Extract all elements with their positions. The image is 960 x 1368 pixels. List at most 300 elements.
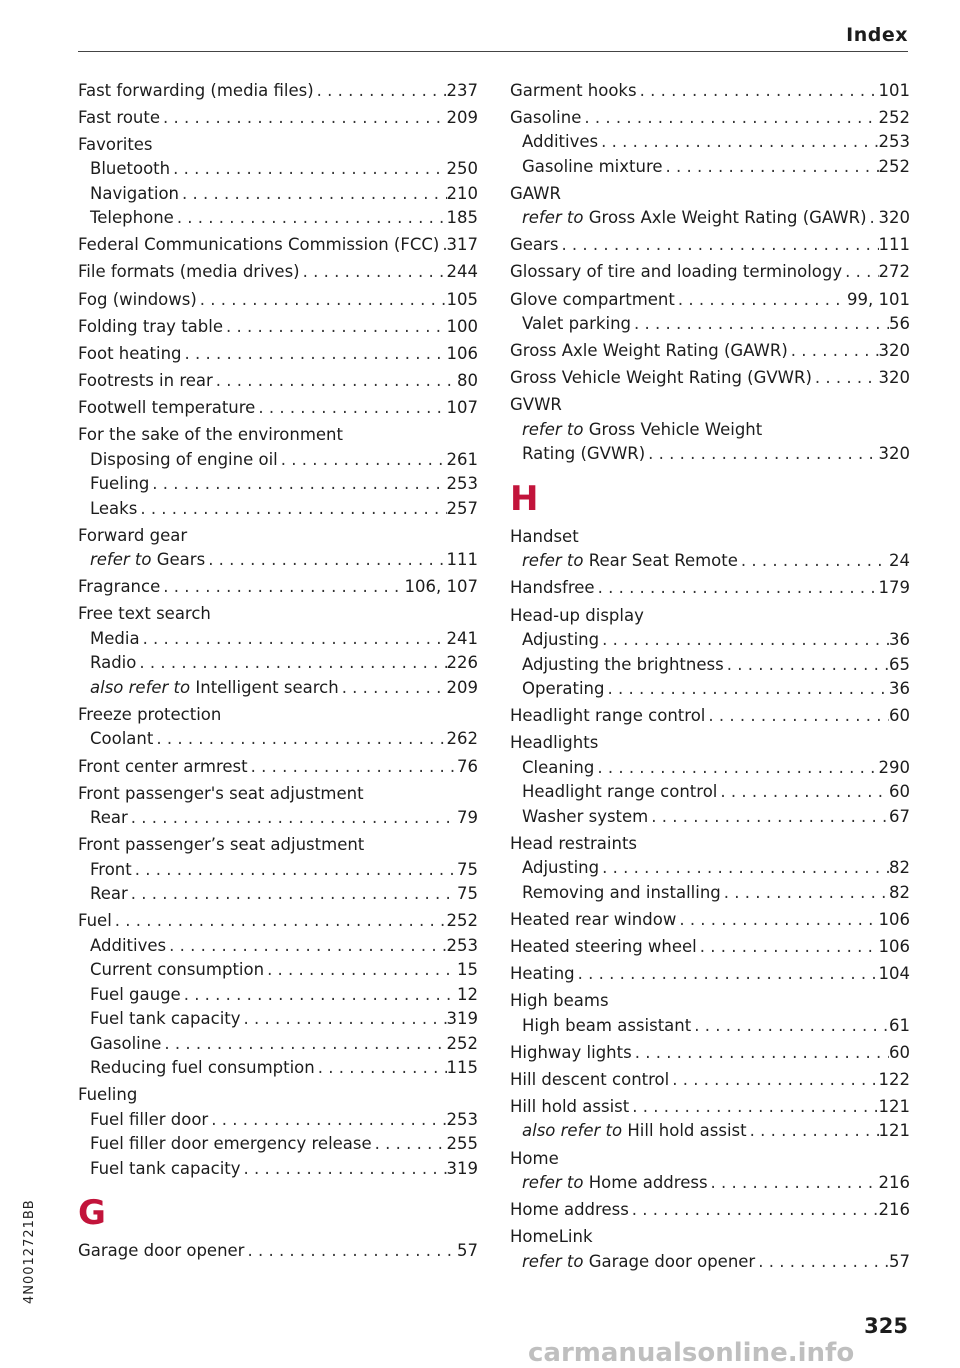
page-number: 325 bbox=[864, 1314, 908, 1338]
entry-text: Removing and installing bbox=[522, 882, 721, 902]
index-entry bbox=[78, 79, 478, 104]
leader-dots bbox=[598, 130, 878, 155]
leader-dots bbox=[747, 1119, 879, 1144]
leader-dots bbox=[631, 312, 889, 337]
entry-page-number: 252 bbox=[878, 156, 910, 176]
watermark: carmanualsonline.info bbox=[528, 1338, 855, 1368]
leader-dots bbox=[160, 575, 404, 600]
entry-text: File formats (media drives) bbox=[78, 262, 300, 282]
entry-label bbox=[78, 369, 213, 394]
index-subentry bbox=[78, 806, 478, 831]
index-entry bbox=[510, 260, 910, 285]
entry-label bbox=[510, 1095, 629, 1120]
entry-label bbox=[78, 602, 211, 627]
entry-page-number: 250 bbox=[446, 159, 478, 179]
entry-text: Glove compartment bbox=[510, 289, 675, 309]
entry-label bbox=[90, 157, 170, 182]
entry-text: For the sake of the environment bbox=[78, 425, 343, 445]
entry-label bbox=[78, 315, 223, 340]
entry-text: Fragrance bbox=[78, 577, 161, 597]
entry-label bbox=[510, 908, 676, 933]
index-entry bbox=[510, 1041, 910, 1066]
leader-dots bbox=[645, 442, 878, 467]
leader-dots bbox=[632, 1041, 889, 1066]
entry-text: Handset bbox=[510, 526, 579, 546]
entry-label bbox=[510, 233, 558, 258]
entry-page-number: 106, 107 bbox=[404, 577, 478, 597]
entry-page-number: 36 bbox=[889, 630, 910, 650]
document-code: 4N0012721BB bbox=[22, 1199, 37, 1304]
entry-page-number: 106 bbox=[446, 343, 478, 363]
leader-dots bbox=[648, 805, 889, 830]
index-subentry bbox=[78, 882, 478, 907]
entry-page-number: 317 bbox=[446, 235, 478, 255]
entry-label bbox=[510, 1225, 593, 1250]
entry-page-number: 121 bbox=[878, 1096, 910, 1116]
leader-dots bbox=[812, 366, 879, 391]
index-subentry bbox=[78, 1032, 478, 1057]
entry-page-number: 261 bbox=[446, 449, 478, 469]
index-subentry bbox=[78, 858, 478, 883]
entry-label bbox=[90, 727, 153, 752]
entry-text: Favorites bbox=[78, 134, 153, 154]
entry-text: Hill hold assist bbox=[510, 1096, 630, 1116]
index-subentry bbox=[510, 805, 910, 830]
entry-text: Telephone bbox=[90, 208, 174, 228]
entry-text: Garment hooks bbox=[510, 80, 637, 100]
index-column-left bbox=[78, 76, 478, 1264]
entry-text: Gasoline mixture bbox=[522, 156, 663, 176]
entry-page-number: 57 bbox=[457, 1241, 478, 1261]
leader-dots bbox=[244, 1239, 457, 1264]
leader-dots bbox=[278, 448, 447, 473]
index-entry bbox=[78, 133, 478, 158]
entry-page-number: 107 bbox=[446, 397, 478, 417]
index-subentry bbox=[510, 549, 910, 574]
leader-dots bbox=[788, 339, 879, 364]
index-subentry bbox=[510, 418, 910, 443]
entry-text: Garage door opener bbox=[78, 1241, 245, 1261]
index-entry bbox=[510, 935, 910, 960]
leader-dots bbox=[241, 1157, 447, 1182]
entry-text: Fast route bbox=[78, 107, 160, 127]
entry-label bbox=[78, 833, 364, 858]
entry-text: Glossary of tire and loading terminology bbox=[510, 262, 843, 282]
index-subentry bbox=[510, 206, 910, 231]
entry-text: Heating bbox=[510, 964, 575, 984]
leader-dots bbox=[339, 676, 447, 701]
entry-page-number: 121 bbox=[878, 1121, 910, 1141]
entry-label bbox=[510, 576, 595, 601]
entry-text: Forward gear bbox=[78, 525, 188, 545]
leader-dots bbox=[558, 233, 878, 258]
entry-page-number: 257 bbox=[446, 498, 478, 518]
entry-label bbox=[522, 312, 631, 337]
entry-page-number: 65 bbox=[889, 654, 910, 674]
entry-page-number: 60 bbox=[889, 1042, 910, 1062]
leader-dots bbox=[161, 1032, 446, 1057]
entry-page-number: 319 bbox=[446, 1158, 478, 1178]
entry-text: Fueling bbox=[90, 474, 150, 494]
index-entry bbox=[510, 989, 910, 1014]
leader-dots bbox=[605, 677, 890, 702]
leader-dots bbox=[439, 233, 446, 258]
index-subentry bbox=[510, 130, 910, 155]
index-subentry bbox=[78, 448, 478, 473]
index-entry bbox=[78, 1239, 478, 1264]
entry-text: Coolant bbox=[90, 729, 154, 749]
entry-page-number: 111 bbox=[878, 235, 910, 255]
entry-label bbox=[90, 627, 140, 652]
entry-label bbox=[78, 703, 221, 728]
index-entry bbox=[510, 233, 910, 258]
index-subentry bbox=[510, 312, 910, 337]
cross-reference-prefix: refer to bbox=[90, 550, 152, 570]
entry-text: Free text search bbox=[78, 604, 211, 624]
entry-text: Fog (windows) bbox=[78, 289, 197, 309]
leader-dots bbox=[697, 935, 879, 960]
entry-label bbox=[510, 1068, 669, 1093]
entry-label bbox=[90, 858, 132, 883]
leader-dots bbox=[136, 651, 446, 676]
entry-label bbox=[90, 472, 149, 497]
index-subentry bbox=[78, 651, 478, 676]
entry-page-number: 56 bbox=[889, 314, 910, 334]
entry-label bbox=[510, 106, 581, 131]
leader-dots bbox=[637, 79, 879, 104]
entry-text: Front passenger’s seat adjustment bbox=[78, 835, 365, 855]
entry-text: Home bbox=[510, 1148, 559, 1168]
index-entry bbox=[78, 369, 478, 394]
index-entry bbox=[78, 315, 478, 340]
entry-page-number: 262 bbox=[446, 729, 478, 749]
entry-text: Heated rear window bbox=[510, 909, 677, 929]
index-entry bbox=[510, 339, 910, 364]
index-subentry bbox=[78, 472, 478, 497]
index-entry bbox=[510, 79, 910, 104]
entry-page-number: 253 bbox=[446, 935, 478, 955]
entry-label bbox=[90, 548, 205, 573]
entry-text: Leaks bbox=[90, 498, 138, 518]
leader-dots bbox=[149, 472, 446, 497]
entry-label bbox=[90, 1132, 372, 1157]
leader-dots bbox=[315, 1056, 447, 1081]
entry-label bbox=[522, 881, 721, 906]
entry-text: Reducing fuel consumption bbox=[90, 1058, 315, 1078]
entry-text: Gross Vehicle Weight Rating (GVWR) bbox=[510, 368, 812, 388]
entry-page-number: 15 bbox=[457, 960, 478, 980]
entry-text: Fuel bbox=[78, 911, 112, 931]
index-entry bbox=[510, 393, 910, 418]
leader-dots bbox=[842, 260, 878, 285]
index-entry bbox=[78, 288, 478, 313]
leader-dots bbox=[197, 288, 447, 313]
index-subentry bbox=[78, 934, 478, 959]
entry-label bbox=[90, 1032, 161, 1057]
entry-label bbox=[522, 677, 605, 702]
entry-text: Additives bbox=[90, 935, 167, 955]
index-entry bbox=[510, 731, 910, 756]
entry-label bbox=[522, 628, 599, 653]
entry-label bbox=[78, 1083, 137, 1108]
entry-text: Radio bbox=[90, 653, 137, 673]
entry-page-number: 272 bbox=[878, 262, 910, 282]
index-entry bbox=[510, 704, 910, 729]
entry-text: Home address bbox=[588, 1173, 708, 1193]
entry-text: HomeLink bbox=[510, 1227, 593, 1247]
entry-page-number: 320 bbox=[878, 444, 910, 464]
index-entry bbox=[510, 832, 910, 857]
entry-page-number: 179 bbox=[878, 578, 910, 598]
entry-page-number: 82 bbox=[889, 882, 910, 902]
index-entry bbox=[510, 106, 910, 131]
entry-text: Fueling bbox=[78, 1085, 138, 1105]
leader-dots bbox=[691, 1014, 889, 1039]
entry-page-number: 209 bbox=[446, 107, 478, 127]
entry-text: Federal Communications Commission (FCC) bbox=[78, 235, 440, 255]
leader-dots bbox=[166, 934, 446, 959]
leader-dots bbox=[594, 756, 878, 781]
entry-text: Washer system bbox=[522, 806, 649, 826]
entry-page-number: 106 bbox=[878, 937, 910, 956]
index-subentry bbox=[78, 676, 478, 701]
entry-text: Gross Axle Weight Rating (GAWR) bbox=[588, 208, 867, 228]
index-subentry bbox=[510, 1171, 910, 1196]
leader-dots bbox=[248, 755, 457, 780]
index-entry bbox=[78, 524, 478, 549]
entry-text: Gears bbox=[510, 235, 559, 255]
entry-text: Head restraints bbox=[510, 833, 638, 853]
entry-text: Intelligent search bbox=[195, 677, 339, 697]
leader-dots bbox=[629, 1095, 878, 1120]
entry-label bbox=[522, 130, 598, 155]
leader-dots bbox=[137, 497, 446, 522]
entry-page-number: 241 bbox=[446, 628, 478, 648]
leader-dots bbox=[170, 157, 446, 182]
entry-label bbox=[90, 1157, 241, 1182]
entry-label bbox=[78, 909, 112, 934]
index-subentry bbox=[78, 182, 478, 207]
entry-page-number: 61 bbox=[889, 1015, 910, 1035]
leader-dots bbox=[140, 627, 447, 652]
entry-label bbox=[78, 79, 314, 104]
entry-label bbox=[510, 832, 637, 857]
entry-text: Fuel filler door bbox=[90, 1109, 209, 1129]
leader-dots bbox=[241, 1007, 447, 1032]
entry-label bbox=[78, 288, 197, 313]
entry-label bbox=[78, 342, 182, 367]
entry-label bbox=[522, 1119, 747, 1144]
entry-label bbox=[522, 653, 724, 678]
index-entry bbox=[78, 233, 478, 258]
entry-label bbox=[510, 366, 812, 391]
leader-dots bbox=[676, 908, 878, 933]
entry-page-number: 253 bbox=[446, 474, 478, 494]
index-subentry bbox=[78, 1056, 478, 1081]
leader-dots bbox=[300, 260, 447, 285]
entry-page-number: 209 bbox=[446, 677, 478, 697]
entry-label bbox=[522, 418, 762, 443]
index-subentry bbox=[78, 1007, 478, 1032]
index-entry bbox=[510, 908, 910, 933]
entry-text: Headlight range control bbox=[510, 706, 706, 726]
leader-dots bbox=[755, 1250, 889, 1275]
entry-label bbox=[90, 651, 136, 676]
entry-label bbox=[522, 756, 594, 781]
entry-text: Fuel filler door emergency release bbox=[90, 1134, 372, 1154]
entry-label bbox=[90, 182, 179, 207]
leader-dots bbox=[724, 653, 889, 678]
entry-label bbox=[78, 575, 160, 600]
index-entry bbox=[78, 423, 478, 448]
entry-text: Fuel gauge bbox=[90, 984, 181, 1004]
entry-page-number: 80 bbox=[457, 370, 478, 390]
section-letter: H bbox=[510, 478, 539, 519]
entry-page-number: 253 bbox=[878, 132, 910, 152]
leader-dots bbox=[205, 548, 446, 573]
entry-text: Adjusting bbox=[522, 630, 600, 650]
entry-page-number: 226 bbox=[446, 653, 478, 673]
entry-label bbox=[510, 731, 598, 756]
leader-dots bbox=[721, 881, 889, 906]
entry-text: Adjusting the brightness bbox=[522, 654, 724, 674]
index-entry bbox=[510, 576, 910, 601]
entry-page-number: 253 bbox=[446, 1109, 478, 1129]
index-entry bbox=[78, 575, 478, 600]
entry-page-number: 216 bbox=[878, 1173, 910, 1193]
index-entry bbox=[78, 703, 478, 728]
entry-text: High beam assistant bbox=[522, 1015, 692, 1035]
index-subentry bbox=[510, 1119, 910, 1144]
index-subentry bbox=[510, 780, 910, 805]
entry-label bbox=[78, 1239, 244, 1264]
entry-text: Hill hold assist bbox=[627, 1121, 747, 1141]
entry-text: Footrests in rear bbox=[78, 370, 213, 390]
entry-label bbox=[90, 882, 128, 907]
index-subentry bbox=[510, 628, 910, 653]
entry-page-number: 320 bbox=[878, 208, 910, 228]
index-entry bbox=[78, 342, 478, 367]
index-subentry bbox=[510, 677, 910, 702]
index-subentry bbox=[78, 497, 478, 522]
cross-reference-prefix: also refer to bbox=[90, 677, 191, 697]
entry-label bbox=[90, 934, 166, 959]
entry-page-number: 100 bbox=[446, 316, 478, 336]
leader-dots bbox=[629, 1198, 879, 1223]
entry-page-number: 75 bbox=[457, 884, 478, 904]
leader-dots bbox=[669, 1068, 878, 1093]
leader-dots bbox=[128, 806, 457, 831]
cross-reference-prefix: refer to bbox=[522, 1251, 584, 1271]
entry-label bbox=[510, 260, 842, 285]
entry-label bbox=[510, 604, 644, 629]
index-entry bbox=[78, 833, 478, 858]
leader-dots bbox=[182, 342, 447, 367]
index-subentry bbox=[510, 881, 910, 906]
entry-label bbox=[510, 393, 562, 418]
entry-label bbox=[522, 1171, 708, 1196]
entry-label bbox=[510, 1198, 629, 1223]
index-entry bbox=[510, 288, 910, 313]
entry-text: Rear bbox=[90, 884, 128, 904]
entry-text: Fast forwarding (media files) bbox=[78, 80, 314, 100]
index-subentry bbox=[78, 1132, 478, 1157]
leader-dots bbox=[575, 962, 879, 987]
leader-dots bbox=[867, 206, 879, 231]
cross-reference-prefix: refer to bbox=[522, 1173, 584, 1193]
entry-label bbox=[522, 442, 645, 467]
entry-label bbox=[510, 339, 788, 364]
entry-text: Navigation bbox=[90, 183, 179, 203]
entry-page-number: 67 bbox=[889, 806, 910, 826]
entry-label bbox=[90, 676, 339, 701]
index-subentry bbox=[78, 983, 478, 1008]
entry-page-number: 320 bbox=[878, 368, 910, 388]
cross-reference-prefix: also refer to bbox=[522, 1121, 623, 1141]
entry-label bbox=[90, 1056, 315, 1081]
leader-dots bbox=[599, 628, 889, 653]
entry-label bbox=[522, 549, 738, 574]
entry-label bbox=[510, 288, 675, 313]
entry-label bbox=[90, 206, 174, 231]
leader-dots bbox=[314, 79, 447, 104]
entry-label bbox=[510, 79, 637, 104]
entry-text: Rear bbox=[90, 808, 128, 828]
index-subentry bbox=[78, 1157, 478, 1182]
entry-page-number: 320 bbox=[878, 341, 910, 361]
leader-dots bbox=[153, 727, 446, 752]
leader-dots bbox=[581, 106, 878, 131]
entry-page-number: 57 bbox=[889, 1251, 910, 1271]
entry-page-number: 76 bbox=[457, 756, 478, 776]
index-entry bbox=[78, 396, 478, 421]
index-entry bbox=[78, 260, 478, 285]
entry-label bbox=[78, 233, 439, 258]
index-subentry bbox=[78, 627, 478, 652]
entry-label bbox=[510, 989, 609, 1014]
entry-page-number: 105 bbox=[446, 289, 478, 309]
leader-dots bbox=[128, 882, 457, 907]
entry-label bbox=[522, 805, 648, 830]
index-entry bbox=[510, 1198, 910, 1223]
entry-label bbox=[522, 206, 867, 231]
leader-dots bbox=[675, 288, 847, 313]
entry-text: Footwell temperature bbox=[78, 397, 256, 417]
index-subentry bbox=[78, 548, 478, 573]
entry-page-number: 79 bbox=[457, 808, 478, 828]
entry-text: Home address bbox=[510, 1200, 629, 1220]
leader-dots bbox=[179, 182, 447, 207]
entry-page-number: 255 bbox=[446, 1134, 478, 1154]
entry-label bbox=[90, 958, 264, 983]
index-subentry bbox=[510, 653, 910, 678]
entry-page-number: 24 bbox=[889, 551, 910, 571]
entry-label bbox=[78, 782, 364, 807]
entry-label bbox=[78, 423, 343, 448]
entry-text: Head-up display bbox=[510, 605, 644, 625]
entry-text: Gross Axle Weight Rating (GAWR) bbox=[510, 341, 788, 361]
entry-text: Gross Vehicle Weight bbox=[588, 419, 763, 439]
index-entry bbox=[510, 366, 910, 391]
entry-label bbox=[78, 133, 153, 158]
entry-text: Foot heating bbox=[78, 343, 182, 363]
entry-text: Hill descent control bbox=[510, 1069, 670, 1089]
index-subentry bbox=[510, 1250, 910, 1275]
leader-dots bbox=[160, 106, 447, 131]
entry-text: Front center armrest bbox=[78, 756, 248, 776]
entry-label bbox=[90, 1108, 208, 1133]
leader-dots bbox=[223, 315, 447, 340]
